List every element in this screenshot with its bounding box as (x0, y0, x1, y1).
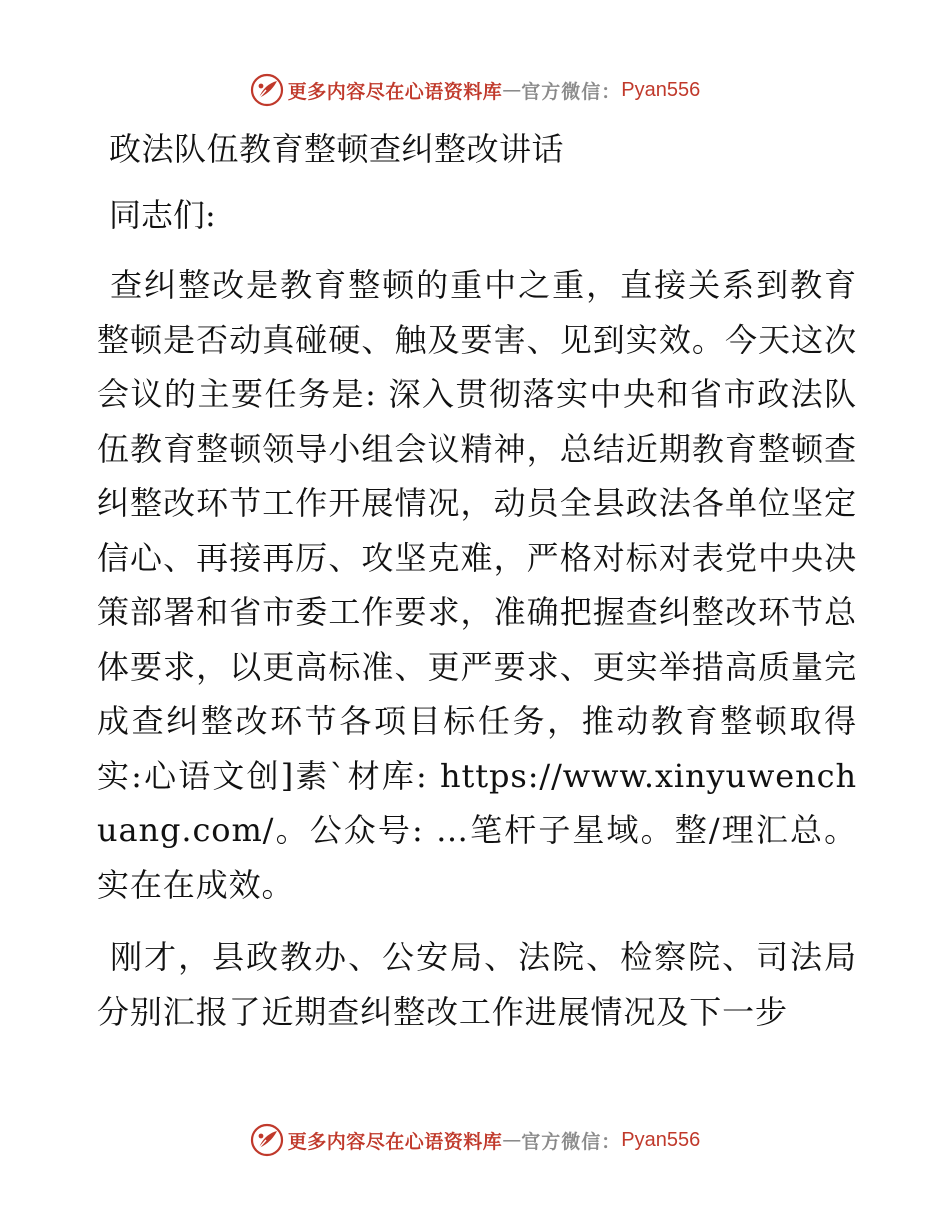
watermark-brand-text: 更多内容尽在心语资料库 (287, 1130, 503, 1153)
watermark-brand-text: 更多内容尽在心语资料库 (287, 80, 503, 103)
salutation: 同志们: (109, 196, 216, 234)
watermark-wechat-id: Pyan556 (621, 78, 701, 101)
watermark-official-label: 官方微信： (521, 1130, 622, 1153)
watermark-wechat-id: Pyan556 (621, 1128, 701, 1151)
watermark-separator: — (502, 79, 522, 101)
paragraph (97, 930, 857, 1039)
paragraph-text: 查纠整改是教育整顿的重中之重，直接关系到教育整顿是否动真碰硬、触及要害、见到实效。今天这次会议的主要任务是: 深入贯彻落实中央和省市政法队伍教育整顿领导小组会议精神，总结近期教育整顿查纠整改环节工作开展情况，动员全县政法各单位坚定信心、再接再厉、攻坚克难，严格对标对表党中央决策部署和省市委工作要求，准确把握查纠整改环节总体要求，以更高标准、更严要求、更实举措高质量完成查纠整改环节各项目标任务，推动教育整顿取得实:心语文创]素`材库: https://www.xinyuwenchuang.com/。公众号: …笔杆子星域。整/理汇总。实在在成效。 (97, 266, 857, 904)
watermark-official-label: 官方微信： (521, 80, 622, 103)
document-title: 政法队伍教育整顿查纠整改讲话 (109, 130, 565, 168)
footer-watermark (0, 1120, 950, 1160)
quill-pen-logo-icon (250, 1123, 284, 1157)
header-watermark (0, 70, 950, 110)
document-body (97, 122, 857, 1057)
watermark-separator: — (502, 1129, 522, 1151)
quill-pen-logo-icon (250, 73, 284, 107)
paragraph (97, 258, 857, 912)
paragraph-text: 刚才，县政教办、公安局、法院、检察院、司法局分别汇报了近期查纠整改工作进展情况及下一步 (97, 938, 857, 1031)
